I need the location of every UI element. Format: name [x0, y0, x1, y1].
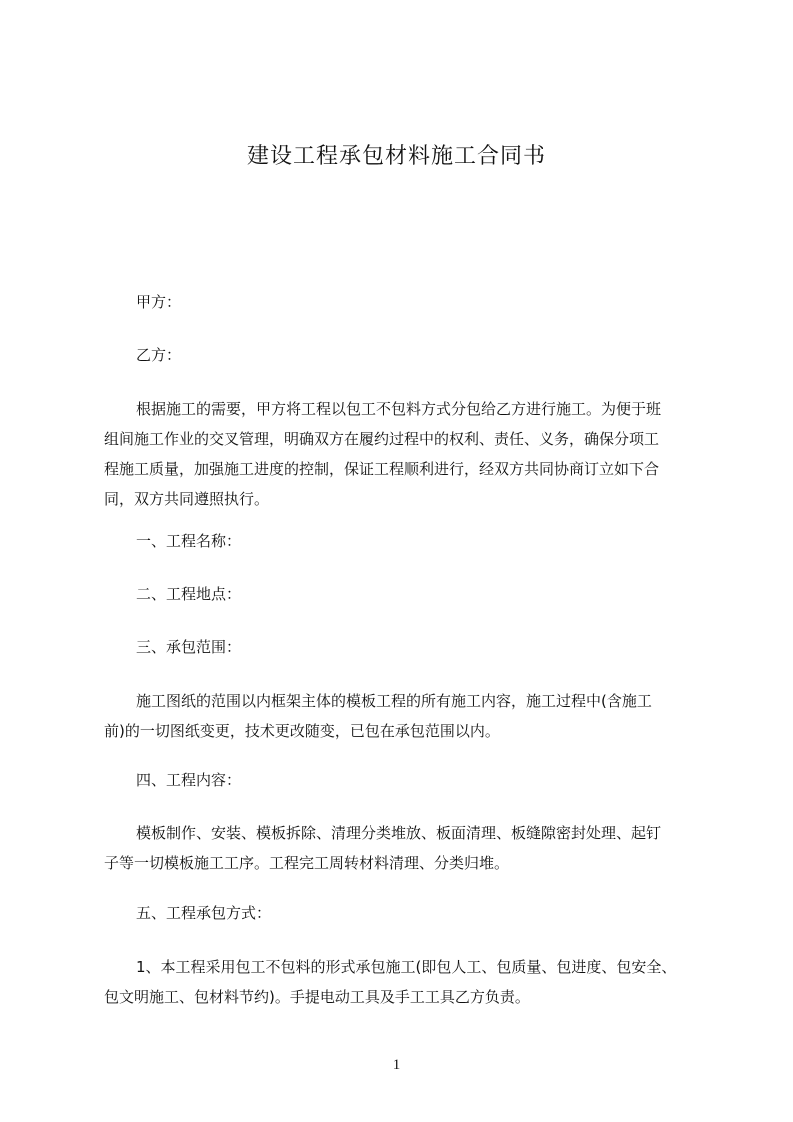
intro-line: 同，双方共同遵照执行。 — [104, 490, 270, 508]
paragraph-line: 模板制作、安装、模板拆除、清理分类堆放、板面清理、板缝隙密封处理、起钉 — [136, 824, 662, 842]
section-heading-text: 一、工程名称： — [136, 532, 242, 550]
paragraph-line: 前)的一切图纸变更，技术更改随变，已包在承包范围以内。 — [104, 722, 500, 740]
section-heading-text: 五、工程承包方式： — [136, 904, 272, 922]
section-heading-5 — [104, 898, 716, 928]
section-heading-3 — [104, 632, 716, 662]
section-4-paragraph — [104, 818, 716, 878]
section-heading-4 — [104, 765, 716, 795]
document-title: 建设工程承包材料施工合同书 — [246, 144, 546, 169]
party-b-text: 乙方： — [136, 346, 182, 364]
section-heading-text: 四、工程内容： — [136, 771, 242, 789]
intro-line: 组间施工作业的交叉管理，明确双方在履约过程中的权利、责任、义务，确保分项工 — [104, 430, 660, 448]
section-heading-2 — [104, 579, 716, 609]
paragraph-line: 子等一切模板施工工序。工程完工周转材料清理、分类归堆。 — [104, 854, 510, 872]
paragraph-line: 施工图纸的范围以内框架主体的模板工程的所有施工内容，施工过程中(含施工 — [136, 692, 652, 710]
intro-paragraph — [104, 394, 716, 514]
intro-line: 程施工质量，加强施工进度的控制，保证工程顺利进行，经双方共同协商订立如下合 — [104, 460, 660, 478]
party-a-label — [104, 287, 716, 317]
section-heading-text: 二、工程地点： — [136, 585, 242, 603]
intro-line: 根据施工的需要，甲方将工程以包工不包料方式分包给乙方进行施工。为便于班 — [136, 400, 662, 418]
page-number: 1 — [392, 1057, 401, 1073]
section-heading-text: 三、承包范围： — [136, 638, 242, 656]
party-b-label — [104, 340, 716, 370]
section-5-paragraph — [104, 952, 716, 1012]
party-a-text: 甲方： — [136, 293, 182, 311]
paragraph-line: 1、本工程采用包工不包料的形式承包施工(即包人工、包质量、包进度、包安全、 — [136, 958, 677, 976]
section-3-paragraph — [104, 686, 716, 746]
section-heading-1 — [104, 526, 716, 556]
paragraph-line: 包文明施工、包材料节约)。手提电动工具及手工工具乙方负责。 — [104, 988, 530, 1006]
